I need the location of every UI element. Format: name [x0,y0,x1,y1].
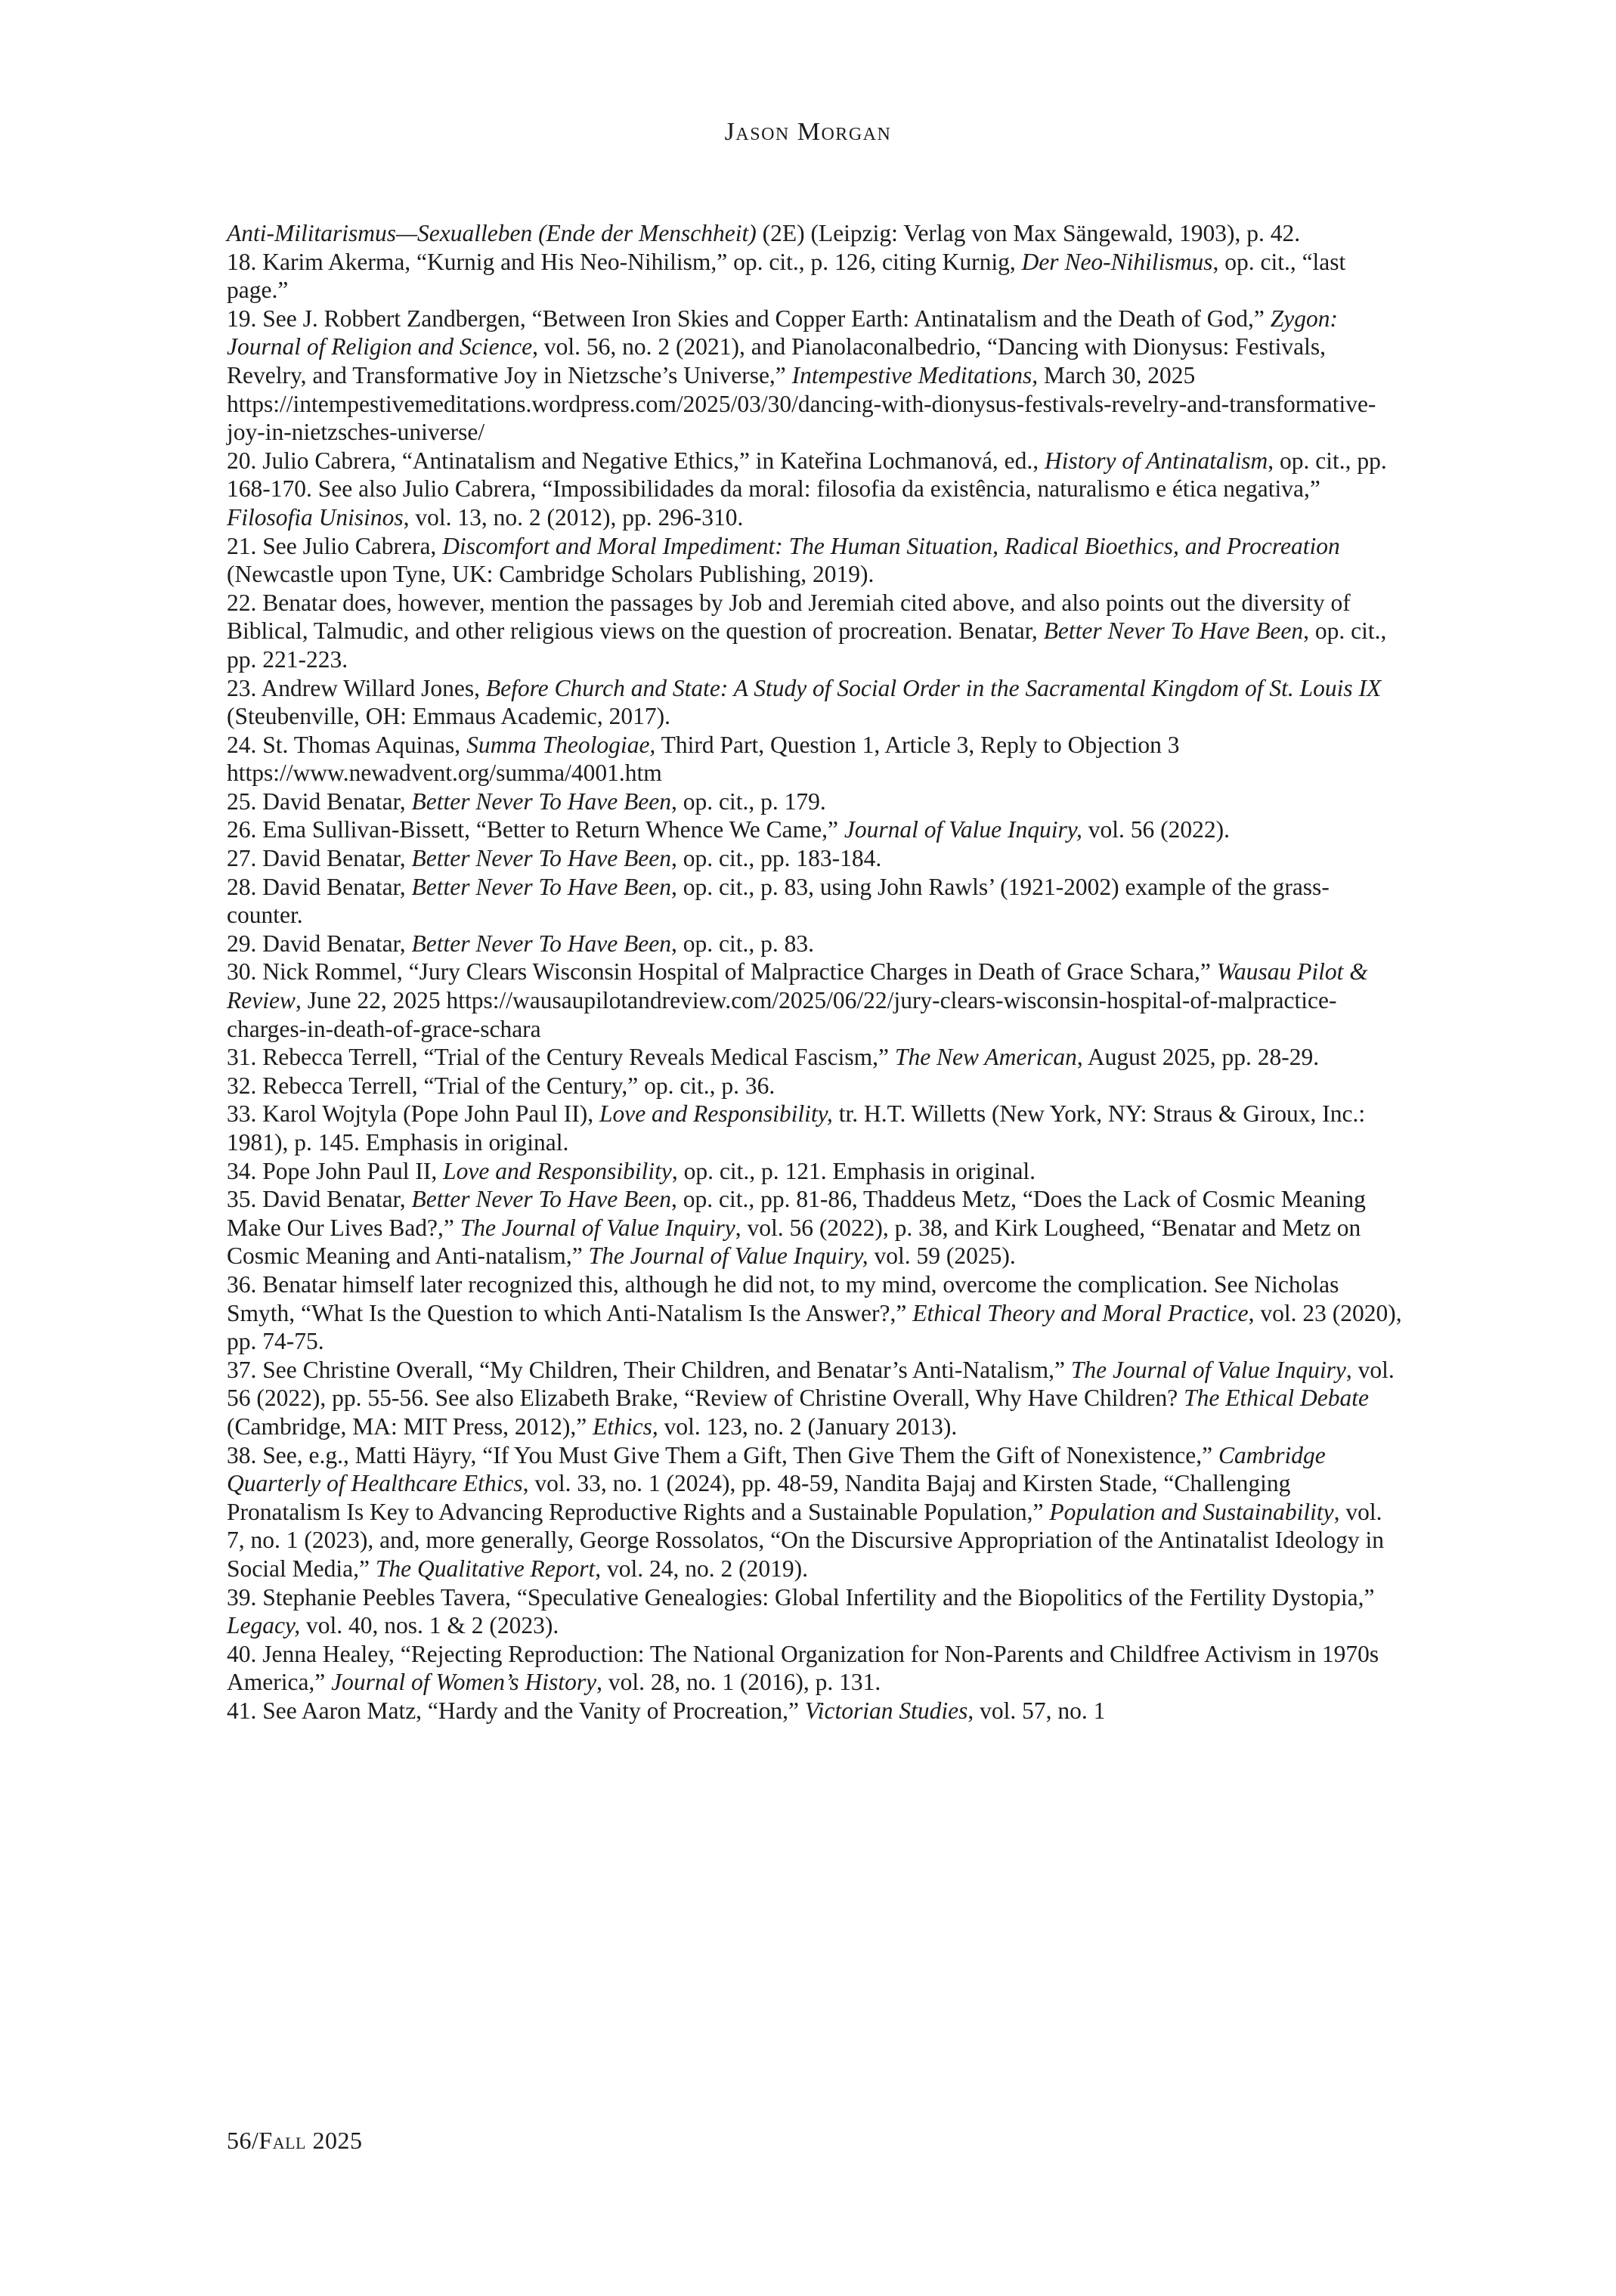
endnote-text: 23. Andrew Willard Jones, [227,674,486,701]
endnote-text-italic: Better Never To Have Been [411,930,672,957]
endnote-30 [227,958,1403,1043]
endnote-text-italic: Love and Responsibility [443,1157,672,1184]
endnote-text: vol. 123, no. 2 (January 2013). [658,1413,958,1440]
endnote-text: , op. cit., pp. 221-223. [227,617,1387,673]
endnote-29 [227,930,1403,958]
endnote-text: , June 22, 2025 https://wausaupilotandreview.com/2025/06/22/jury-clears-wisconsin-hospital-of-malpractice-charges-in-death-of-grace-schara [227,987,1337,1042]
endnote-text: , vol. 56 (2022), pp. 55-56. See also Elizabeth Brake, “Review of Christine Overall, Why Have Children? [227,1356,1395,1412]
endnote-text-italic: Cambridge Quarterly of Healthcare Ethics [227,1441,1326,1497]
endnote-text-italic: Love and Responsibility, [599,1100,833,1128]
endnote-text: 34. Pope John Paul II, [227,1157,444,1184]
running-header-author: Jason Morgan [724,118,892,146]
endnote-text-italic: The Journal of Value Inquiry [1070,1356,1346,1383]
endnote-text-italic: Filosofia Unisinos [227,503,404,531]
endnote-text: (Steubenville, OH: Emmaus Academic, 2017). [227,703,670,730]
endnote-35 [227,1185,1403,1270]
endnote-text-italic: Victorian Studies [804,1697,968,1724]
endnote-text: , op. cit., pp. 168-170. See also Julio Cabrera, “Impossibilidades da moral: filosofia da existência, naturalismo e ética negativa,” [227,447,1387,503]
endnote-text: (2E) (Leipzig: Verlag von Max Sängewald, 1903), p. 42. [756,220,1301,246]
endnote-text: , August 2025, pp. 28-29. [1076,1044,1320,1071]
endnote-text: 19. See J. Robbert Zandbergen, “Between Iron Skies and Copper Earth: Antinatalism and the Death of God,” [227,305,1271,332]
endnote-text: , vol. 57, no. 1 [967,1697,1106,1724]
endnote-text: , vol. 56, no. 2 (2021), and Pianolaconalbedrio, “Dancing with Dionysus: Festivals, Revelry, and Transformative Joy in Nietzsche’s Universe,” [227,333,1327,388]
endnote-text: 25. David Benatar, [227,788,412,815]
endnote-text: 35. David Benatar, [227,1186,412,1213]
endnote-text: Third Part, Question 1, Article 3, Reply to Objection 3 https://www.newadvent.org/summa/4001.htm [227,731,1180,787]
endnote-34 [227,1157,1403,1186]
endnote-text-italic: Journal of Women’s History [331,1669,597,1696]
endnote-text: , vol. 24, no. 2 (2019). [595,1555,809,1582]
endnote-text: , op. cit., p. 179. [671,788,826,815]
endnote-text-italic: Better Never To Have Been [411,845,672,872]
endnote-text: 28. David Benatar, [227,873,412,900]
endnote-text: vol. 56 (2022). [1082,816,1230,843]
endnote-text: 41. See Aaron Matz, “Hardy and the Vanity of Procreation,” [227,1697,805,1724]
endnote-text-italic: Zygon: Journal of Religion and Science [227,305,1338,360]
endnote-text: 38. See, e.g., Matti Häyry, “If You Must Give Them a Gift, Then Give Them the Gift of Nonexistence,” [227,1441,1218,1468]
endnote-text: 33. Karol Wojtyla (Pope John Paul II), [227,1100,599,1128]
endnote-33 [227,1100,1403,1156]
endnote-text: , op. cit., “last page.” [227,248,1346,304]
endnote-text-italic: The Ethical Debate [1184,1385,1370,1412]
endnote-text: 31. Rebecca Terrell, “Trial of the Century Reveals Medical Fascism,” [227,1044,895,1071]
endnote-text: 39. Stephanie Peebles Tavera, “Speculative Genealogies: Global Infertility and the Biopolitics of the Fertility Dystopia,” [227,1583,1375,1611]
endnote-text-italic: Population and Sustainability [1049,1498,1334,1525]
endnote-text: 30. Nick Rommel, “Jury Clears Wisconsin Hospital of Malpractice Charges in Death of Grace Schara,” [227,958,1217,986]
endnote-26 [227,815,1403,844]
endnote-text: 22. Benatar does, however, mention the passages by Job and Jeremiah cited above, and also points out the diversity of Biblical, Talmudic, and other religious views on the question of procreation. Benatar, [227,589,1351,645]
endnote-21 [227,532,1403,589]
endnote-text: vol. 59 (2025). [868,1242,1016,1270]
endnote-text: , vol. 13, no. 2 (2012), pp. 296-310. [403,503,744,531]
endnote-text-italic: Wausau Pilot & Review [227,958,1368,1014]
endnote-text-italic: The Journal of Value Inquiry [460,1214,735,1241]
endnote-text: 24. St. Thomas Aquinas, [227,731,467,758]
endnote-text-italic: History of Antinatalism [1045,447,1268,474]
endnote-text-italic: Ethics, [593,1413,658,1440]
endnote-text: 26. Ema Sullivan-Bissett, “Better to Return Whence We Came,” [227,816,844,843]
endnote-23 [227,674,1403,731]
endnote-text-italic: The New American [894,1044,1077,1071]
endnote-text-italic: Better Never To Have Been [411,1186,672,1213]
page-number-footer: 56/Fall 2025 [227,2127,363,2154]
endnote-text-italic: Journal of Value Inquiry, [844,816,1082,843]
endnote-text: 32. Rebecca Terrell, “Trial of the Century,” op. cit., p. 36. [227,1072,775,1099]
endnote-text: 40. Jenna Healey, “Rejecting Reproduction: The National Organization for Non-Parents and Childfree Activism in 1970s America,” [227,1640,1379,1696]
endnote-text: 29. David Benatar, [227,930,412,957]
endnote-25 [227,788,1403,816]
endnote-24 [227,731,1403,788]
endnote-text-italic: Before Church and State: A Study of Social Order in the Sacramental Kingdom of St. Louis IX [485,674,1382,701]
endnote-text: , vol. 28, no. 1 (2016), p. 131. [596,1669,881,1696]
endnote-32 [227,1072,1403,1100]
endnote-text-italic: Summa Theologiae, [466,731,656,758]
endnote-text-italic: Ethical Theory and Moral Practice [912,1299,1249,1326]
endnote-text-italic: Better Never To Have Been [411,873,672,900]
endnote-36 [227,1270,1403,1356]
endnote-17-continuation [227,219,1403,248]
endnote-text: 20. Julio Cabrera, “Antinatalism and Negative Ethics,” in Kateřina Lochmanová, ed., [227,447,1045,474]
endnote-text-italic: Discomfort and Moral Impediment: The Human Situation, Radical Bioethics, and Procreation [442,532,1340,559]
endnote-41 [227,1697,1403,1725]
endnote-19 [227,305,1403,447]
endnote-text-italic: Der Neo-Nihilismus [1021,248,1213,275]
endnote-text: vol. 40, nos. 1 & 2 (2023). [300,1612,559,1639]
endnote-text: , op. cit., p. 83, using John Rawls’ (1921-2002) example of the grass-counter. [227,873,1330,929]
endnote-text: , vol. 56 (2022), p. 38, and Kirk Lougheed, “Benatar and Metz on Cosmic Meaning and Anti-natalism,” [227,1214,1361,1270]
endnote-text: March 30, 2025 https://intempestivemeditations.wordpress.com/2025/03/30/dancing-with-dionysus-festivals-revelry-and-transformative-joy-in-nietzsches-universe/ [227,361,1376,446]
endnote-text-italic: Better Never To Have Been [411,788,672,815]
endnotes-section [227,219,1403,1725]
endnote-text: , op. cit., pp. 81-86, Thaddeus Metz, “Does the Lack of Cosmic Meaning Make Our Lives Bad?,” [227,1186,1366,1241]
endnote-text: , vol. 33, no. 1 (2024), pp. 48-59, Nandita Bajaj and Kirsten Stade, “Challenging Pronatalism Is Key to Advancing Reproductive Rights and a Sustainable Population,” [227,1470,1291,1525]
endnote-text: , vol. 23 (2020), pp. 74-75. [227,1299,1402,1355]
endnote-text-italic: The Qualitative Report [375,1555,596,1582]
endnote-text: 18. Karim Akerma, “Kurnig and His Neo-Nihilism,” op. cit., p. 126, citing Kurnig, [227,248,1022,275]
endnote-text: , op. cit., p. 121. Emphasis in original. [671,1157,1036,1184]
endnote-text: , vol. 7, no. 1 (2023), and, more generally, George Rossolatos, “On the Discursive Appropriation of the Antinatalist Ideology in Social Media,” [227,1498,1384,1582]
endnote-40 [227,1640,1403,1697]
endnote-31 [227,1043,1403,1072]
endnote-text-italic: The Journal of Value Inquiry, [588,1242,868,1270]
endnote-38 [227,1441,1403,1583]
endnote-18 [227,248,1403,305]
endnote-20 [227,447,1403,532]
endnote-text: 27. David Benatar, [227,845,412,872]
endnote-text: (Cambridge, MA: MIT Press, 2012),” [227,1413,593,1440]
endnote-text-italic: Better Never To Have Been [1043,617,1304,645]
endnote-39 [227,1583,1403,1640]
endnote-text: , op. cit., pp. 183-184. [671,845,882,872]
endnote-27 [227,844,1403,873]
endnote-text: 21. See Julio Cabrera, [227,532,443,559]
endnote-28 [227,873,1403,930]
endnote-text: 37. See Christine Overall, “My Children, Their Children, and Benatar’s Anti-Natalism,” [227,1356,1071,1383]
endnote-22 [227,589,1403,674]
endnote-text: tr. H.T. Willetts (New York, NY: Straus & Giroux, Inc.: 1981), p. 145. Emphasis in original. [227,1100,1366,1156]
endnote-37 [227,1356,1403,1441]
endnote-text: (Newcastle upon Tyne, UK: Cambridge Scholars Publishing, 2019). [227,561,875,588]
endnote-text-italic: Intempestive Meditations, [791,361,1039,388]
endnote-text-italic: Anti-Militarismus—Sexualleben (Ende der Menschheit) [227,220,757,246]
endnote-text-italic: Legacy, [227,1612,301,1639]
endnote-text: 36. Benatar himself later recognized this, although he did not, to my mind, overcome the complication. See Nicholas Smyth, “What Is the Question to which Anti-Natalism Is the Answer?,” [227,1270,1339,1326]
endnote-text: , op. cit., p. 83. [671,930,815,957]
